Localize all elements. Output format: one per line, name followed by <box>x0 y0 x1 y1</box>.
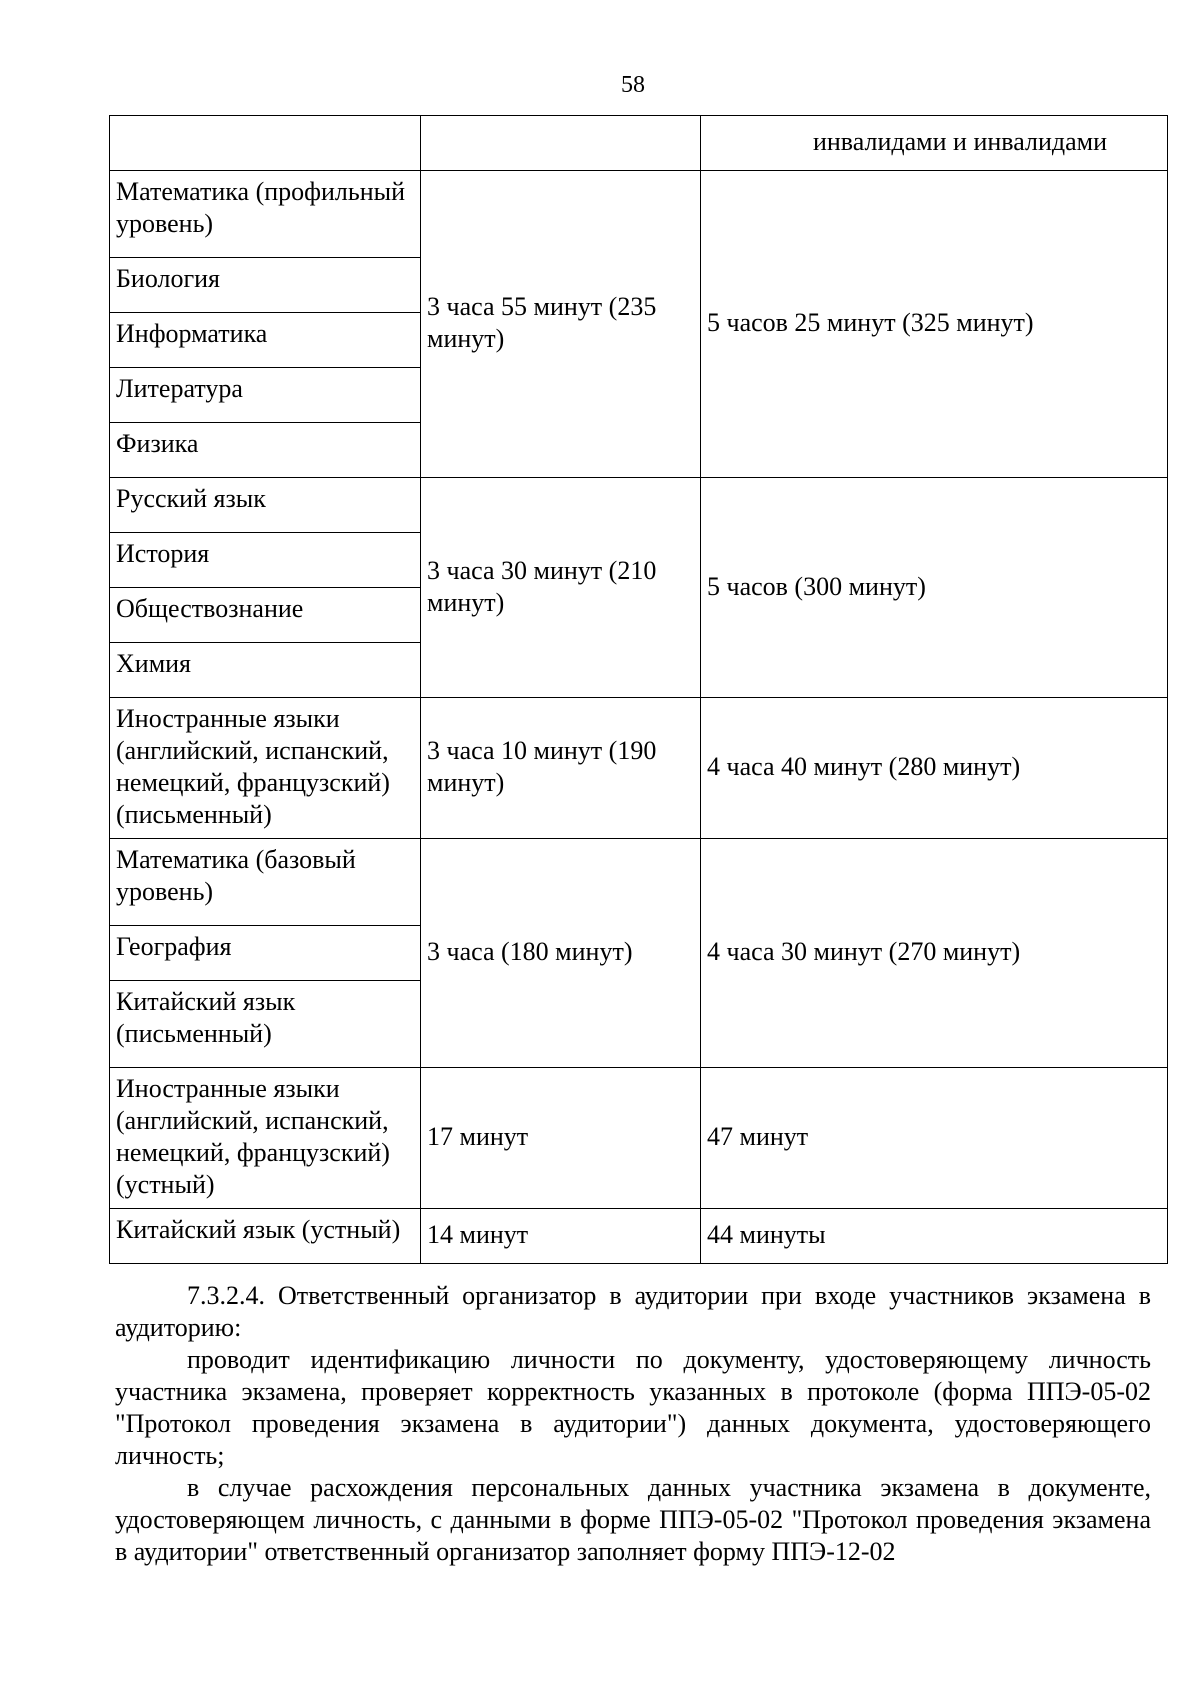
subject-cell: Математика (базовый уровень) <box>110 839 421 926</box>
table-row <box>110 839 1168 926</box>
subject-cell: Литература <box>110 368 421 423</box>
subject-cell: Китайский язык (письменный) <box>110 981 421 1068</box>
header-cell: инвалидами и инвалидами <box>701 116 1168 171</box>
page-number: 58 <box>621 72 645 98</box>
subject-cell: География <box>110 926 421 981</box>
duration-cell: 3 часа 30 минут (210 минут) <box>421 478 701 698</box>
subject-cell: Русский язык <box>110 478 421 533</box>
header-cell <box>421 116 701 171</box>
extended-duration-cell: 4 часа 40 минут (280 минут) <box>701 698 1168 839</box>
table-header-row <box>110 116 1168 171</box>
subject-cell: Китайский язык (устный) <box>110 1209 421 1264</box>
subject-cell: Информатика <box>110 313 421 368</box>
duration-cell: 3 часа 55 минут (235 минут) <box>421 171 701 478</box>
table-row <box>110 1068 1168 1209</box>
extended-duration-cell: 4 часа 30 минут (270 минут) <box>701 839 1168 1068</box>
extended-duration-cell: 5 часов (300 минут) <box>701 478 1168 698</box>
duration-cell: 3 часа (180 минут) <box>421 839 701 1068</box>
subject-cell: Иностранные языки (английский, испанский, немецкий, французский) (устный) <box>110 1068 421 1209</box>
extended-duration-cell: 5 часов 25 минут (325 минут) <box>701 171 1168 478</box>
paragraph: проводит идентификацию личности по документу, удостоверяющему личность участника экзамена, проверяет корректность указанных в протоколе (форма ППЭ-05-02 "Протокол проведения экзамена в аудитории") данных документа, удостоверяющего личность; <box>115 1345 1151 1470</box>
exam-duration-table <box>109 115 1168 1264</box>
duration-cell: 3 часа 10 минут (190 минут) <box>421 698 701 839</box>
extended-duration-cell: 47 минут <box>701 1068 1168 1209</box>
body-text <box>115 1280 1151 1568</box>
paragraph: 7.3.2.4. Ответственный организатор в аудитории при входе участников экзамена в аудиторию: <box>115 1281 1151 1342</box>
subject-cell: Химия <box>110 643 421 698</box>
table-row <box>110 1209 1168 1264</box>
paragraph: в случае расхождения персональных данных участника экзамена в документе, удостоверяющем личность, с данными в форме ППЭ-05-02 "Протокол проведения экзамена в аудитории" ответственный организатор заполняет форму ППЭ-12-02 <box>115 1473 1151 1566</box>
subject-cell: Иностранные языки (английский, испанский, немецкий, французский) (письменный) <box>110 698 421 839</box>
subject-cell: Физика <box>110 423 421 478</box>
table-row <box>110 698 1168 839</box>
subject-cell: Биология <box>110 258 421 313</box>
subject-cell: Математика (профильный уровень) <box>110 171 421 258</box>
header-cell <box>110 116 421 171</box>
table-row <box>110 171 1168 258</box>
subject-cell: История <box>110 533 421 588</box>
extended-duration-cell: 44 минуты <box>701 1209 1168 1264</box>
duration-cell: 14 минут <box>421 1209 701 1264</box>
subject-cell: Обществознание <box>110 588 421 643</box>
duration-cell: 17 минут <box>421 1068 701 1209</box>
table-row <box>110 478 1168 533</box>
